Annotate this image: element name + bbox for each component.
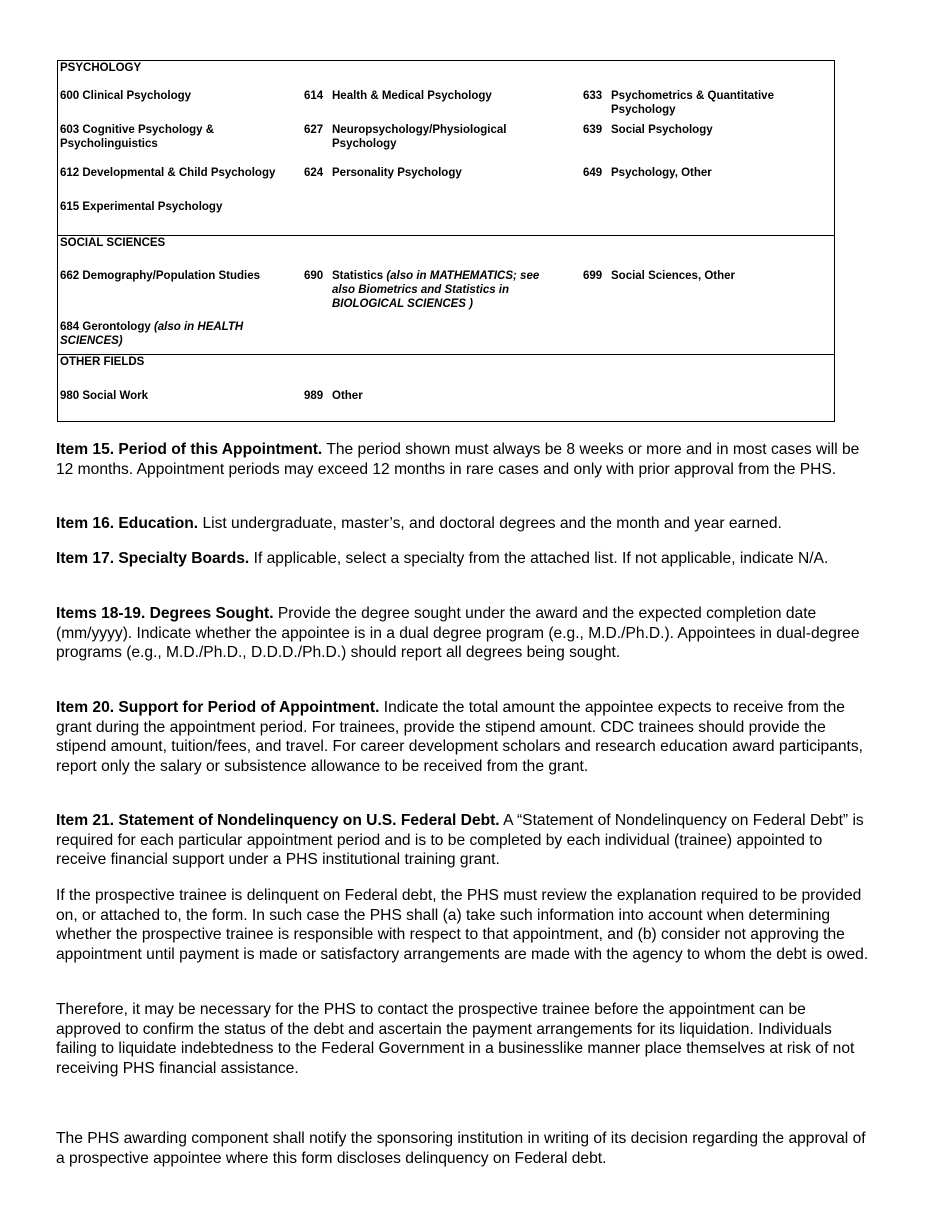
field-614-code: 614	[304, 90, 324, 102]
field-649-name: Psychology, Other	[611, 167, 712, 179]
item-text: If applicable, select a specialty from the attached list. If not applicable, indicate N/A.	[249, 550, 829, 567]
field-690	[332, 269, 539, 283]
item-text: Provide the degree sought under the award and the expected completion date (mm/yyyy). Indicate whether the appointee is in a dual degree program (e.g., M.D./Ph.D.). Appointees in dual-degree programs (e.g., M.D./Ph.D., D.D.D./Ph.D.) should report all degrees being sought.	[56, 605, 860, 662]
field-684-main: 684 Gerontology	[60, 321, 154, 333]
field-639-code: 639	[583, 124, 603, 136]
item-text: A “Statement of Nondelinquency on Federal Debt” is required for each particular appointment period and is to be completed by each individual (trainee) appointed to receive financial support under a PHS institutional training grant.	[56, 812, 864, 869]
item-17	[56, 549, 871, 569]
field-603-line2: Psycholinguistics	[60, 138, 158, 150]
field-690-name: Statistics	[332, 270, 387, 282]
field-989-code: 989	[304, 390, 324, 402]
field-633-name-line2: Psychology	[611, 104, 676, 116]
item-heading: Items 18-19. Degrees Sought.	[56, 605, 274, 622]
notification-paragraph: The PHS awarding component shall notify the sponsoring institution in writing of its decision regarding the approval of a prospective appointee where this form discloses delinquency on Federal debt.	[56, 1130, 866, 1167]
field-690-note2: also Biometrics and Statistics in	[332, 284, 510, 296]
item-21	[56, 811, 871, 870]
item-heading: Item 20. Support for Period of Appointment.	[56, 699, 380, 716]
field-627-name-line2: Psychology	[332, 138, 397, 150]
item-heading: Item 17. Specialty Boards.	[56, 550, 250, 567]
field-600: 600 Clinical Psychology	[60, 90, 192, 102]
item-text: The period shown must always be 8 weeks or more and in most cases will be 12 months. Appointment periods may exceed 12 months in rare cases and only with prior approval from the PHS.	[56, 441, 860, 478]
field-684	[60, 320, 243, 334]
field-603: 603 Cognitive Psychology &	[60, 124, 215, 136]
item-heading: Item 15. Period of this Appointment.	[56, 441, 323, 458]
contact-paragraph: Therefore, it may be necessary for the PHS to contact the prospective trainee before the appointment can be approved to confirm the status of the debt and ascertain the payment arrangements for its liquidation. Individuals failing to liquidate indebtedness to the Federal Government in a businesslike manner place themselves at risk of not receiving PHS financial assistance.	[56, 1001, 855, 1077]
field-624-name: Personality Psychology	[332, 167, 462, 179]
field-615: 615 Experimental Psychology	[60, 201, 223, 213]
field-614-name: Health & Medical Psychology	[332, 90, 492, 102]
section-psychology	[58, 61, 834, 236]
section-other-fields	[58, 355, 834, 421]
field-633-code: 633	[583, 90, 603, 102]
field-662: 662 Demography/Population Studies	[60, 270, 261, 282]
field-989-name: Other	[332, 390, 363, 402]
section-title: PSYCHOLOGY	[60, 62, 142, 74]
field-690-code: 690	[304, 270, 324, 282]
field-639-name: Social Psychology	[611, 124, 713, 136]
items-18-19	[56, 604, 871, 663]
item-heading: Item 16. Education.	[56, 515, 199, 532]
field-699-code: 699	[583, 270, 603, 282]
section-title: OTHER FIELDS	[60, 356, 145, 368]
field-684-line2: SCIENCES)	[60, 335, 123, 347]
delinquency-paragraph: If the prospective trainee is delinquent on Federal debt, the PHS must review the explanation required to be provided on, or attached to, the form. In such case the PHS shall (a) take such information into account when determining whether the prospective trainee is responsible with respect to that appointment, and (b) consider not approving the appointment until payment is made or satisfactory arrangements are made with the agency to whom the debt is owed.	[56, 887, 869, 963]
item-text: List undergraduate, master’s, and doctoral degrees and the month and year earned.	[198, 515, 782, 532]
section-social-sciences	[58, 236, 834, 355]
item-15	[56, 440, 871, 479]
field-codes-table	[57, 60, 835, 422]
item-text: Indicate the total amount the appointee expects to receive from the grant during the appointment period. For trainees, provide the stipend amount. CDC trainees should provide the stipend amount, tuition/fees, and travel. For career development scholars and research education award participants, report only the salary or subsistence allowance to be received from the grant.	[56, 699, 863, 775]
field-612: 612 Developmental & Child Psychology	[60, 167, 276, 179]
field-624-code: 624	[304, 167, 324, 179]
field-633-name: Psychometrics & Quantitative	[611, 90, 774, 102]
field-684-note: (also in HEALTH	[153, 321, 244, 333]
section-title: SOCIAL SCIENCES	[60, 237, 166, 249]
field-980: 980 Social Work	[60, 390, 148, 402]
field-690-note1: (also in MATHEMATICS; see	[386, 270, 540, 282]
field-649-code: 649	[583, 167, 603, 179]
field-627-name: Neuropsychology/Physiological	[332, 124, 507, 136]
field-699-name: Social Sciences, Other	[611, 270, 736, 282]
item-heading: Item 21. Statement of Nondelinquency on U.S. Federal Debt.	[56, 812, 500, 829]
item-16	[56, 514, 871, 534]
item-20	[56, 698, 871, 776]
field-627-code: 627	[304, 124, 324, 136]
field-690-note3: BIOLOGICAL SCIENCES )	[332, 298, 473, 310]
